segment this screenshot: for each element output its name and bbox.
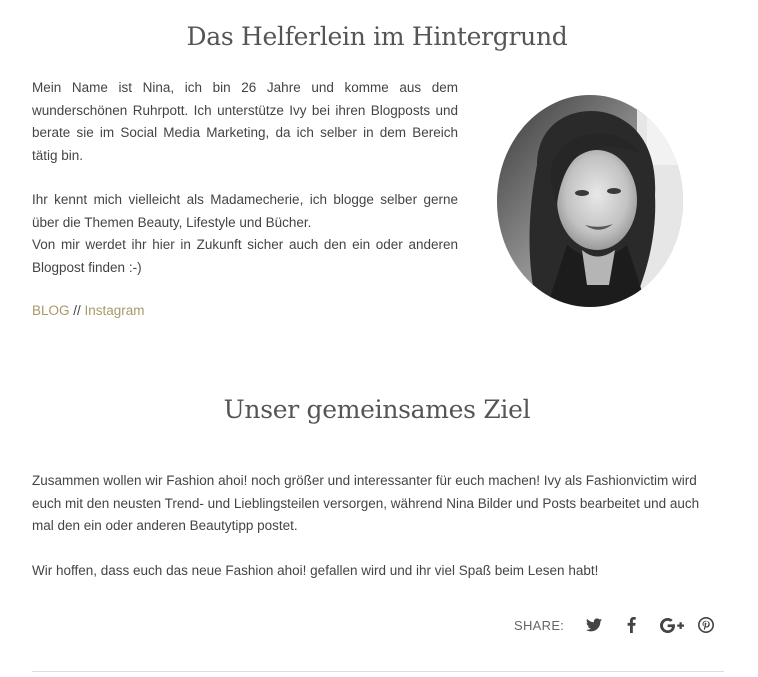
google-plus-icon[interactable] <box>660 617 684 633</box>
goal-paragraph-2: Wir hoffen, dass euch das neue Fashion ahoi! gefallen wird und ihr viel Spaß beim Lesen habt! <box>32 562 599 578</box>
pinterest-icon[interactable] <box>698 617 714 633</box>
helper-links <box>32 300 145 322</box>
avatar <box>497 95 683 307</box>
helper-section-title: Das Helferlein im Hintergrund <box>186 22 568 51</box>
twitter-icon[interactable] <box>586 617 602 633</box>
divider <box>32 671 724 672</box>
instagram-link[interactable]: Instagram <box>84 303 145 318</box>
goal-paragraph-1: Zusammen wollen wir Fashion ahoi! noch größer und interessanter für euch machen! Ivy als Fashionvictim wird euch mit den neusten Trend- und Lieblingsteilen versorgen, während Nina Bilder und Posts bearbeitet und auch mal den ein oder anderen Beautytipp postet. <box>32 473 700 533</box>
helper-bio-paragraph-2 <box>32 189 458 279</box>
facebook-icon[interactable] <box>623 617 639 633</box>
helper-bio-paragraph-2-line-1: Ihr kennt mich vielleicht als Madamecherie, ich blogge selber gerne über die Themen Beauty, Lifestyle und Bücher. <box>32 192 458 230</box>
goal-text <box>32 470 724 604</box>
share-label: SHARE: <box>514 617 565 633</box>
goal-section-title: Unser gemeinsames Ziel <box>223 395 531 424</box>
link-separator: // <box>69 303 85 318</box>
helper-bio-paragraph-2-line-2: Von mir werdet ihr hier in Zukunft sicher auch den ein oder anderen Blogpost finden :-) <box>32 237 458 275</box>
blog-link[interactable]: BLOG <box>32 303 70 318</box>
share-bar <box>514 612 714 638</box>
helper-bio <box>32 77 458 301</box>
helper-bio-paragraph-1: Mein Name ist Nina, ich bin 26 Jahre und komme aus dem wunderschönen Ruhrpott. Ich unterstütze Ivy bei ihren Blogposts und berate sie im Social Media Marketing, da ich selber in dem Bereich tätig bin. <box>32 80 458 163</box>
